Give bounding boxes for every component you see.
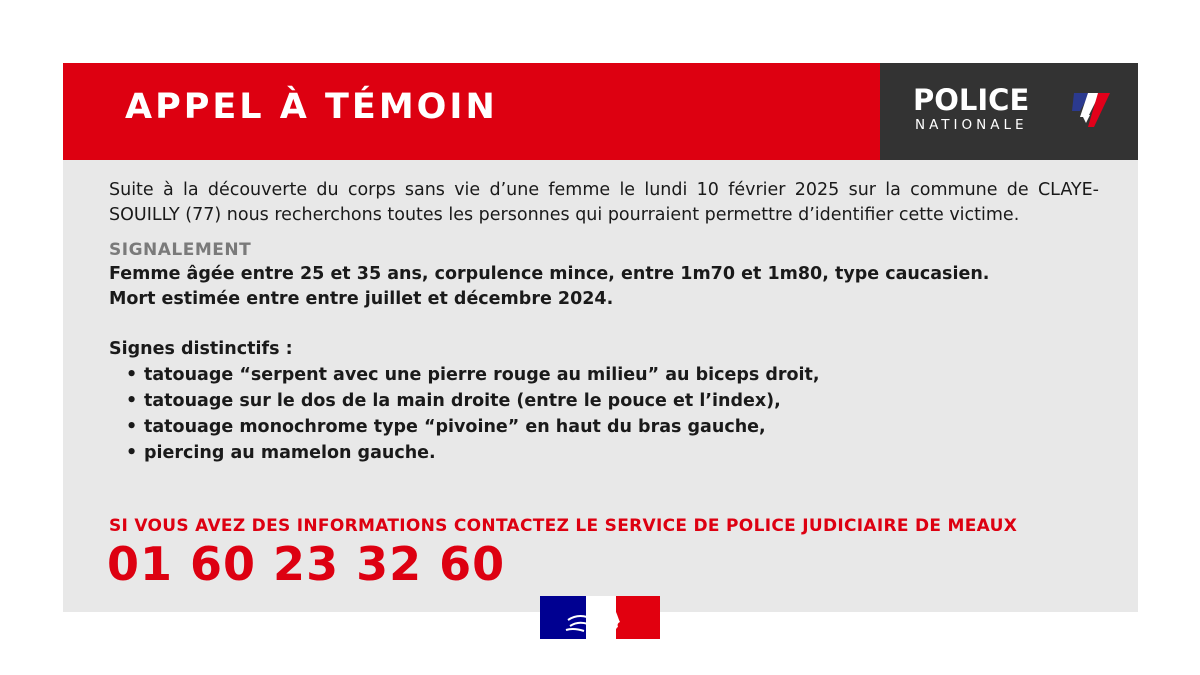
police-nationale-logo — [880, 63, 1138, 160]
intro-paragraph: Suite à la découverte du corps sans vie d’une femme le lundi 10 février 2025 sur la commune de CLAYE-SOUILLY (77) nous recherchons toutes les personnes qui pourraient permettre d’identifier cette victime. — [109, 180, 1099, 225]
bullet-icon: • — [126, 417, 138, 437]
wing-white-outline — [1082, 115, 1090, 123]
list-item — [126, 362, 1099, 388]
header — [63, 63, 1138, 160]
signalement-line: Femme âgée entre 25 et 35 ans, corpulence mince, entre 1m70 et 1m80, type caucasien. — [109, 264, 990, 284]
list-item — [126, 414, 1099, 440]
list-item-text: tatouage sur le dos de la main droite (entre le pouce et l’index), — [144, 391, 781, 411]
signalement-label: SIGNALEMENT — [109, 240, 252, 260]
flag-blue-band — [540, 596, 586, 639]
header-title-band — [63, 63, 880, 160]
bullet-icon: • — [126, 391, 138, 411]
list-item-text: piercing au mamelon gauche. — [144, 443, 436, 463]
flag-red-band — [616, 596, 660, 639]
main-content — [109, 178, 1099, 466]
signes-list — [109, 362, 1099, 466]
list-item — [126, 388, 1099, 414]
signalement-line: Mort estimée entre entre juillet et décembre 2024. — [109, 289, 614, 309]
logo-nationale-text: NATIONALE — [915, 117, 1028, 133]
page-title: APPEL À TÉMOIN — [125, 87, 498, 127]
phone-number[interactable]: 01 60 23 32 60 — [107, 537, 506, 591]
appeal-card — [63, 63, 1138, 612]
signes-title: Signes distinctifs : — [109, 339, 293, 359]
contact-label: SI VOUS AVEZ DES INFORMATIONS CONTACTEZ LE SERVICE DE POLICE JUDICIAIRE DE MEAUX — [109, 516, 1018, 536]
police-wing-icon — [1068, 91, 1112, 131]
bullet-icon: • — [126, 443, 138, 463]
marianne-logo-icon — [540, 596, 660, 639]
list-item — [126, 440, 1099, 466]
list-item-text: tatouage monochrome type “pivoine” en haut du bras gauche, — [144, 417, 766, 437]
logo-police-text: POLICE — [913, 83, 1030, 117]
list-item-text: tatouage “serpent avec une pierre rouge au milieu” au biceps droit, — [144, 365, 820, 385]
bullet-icon: • — [126, 365, 138, 385]
